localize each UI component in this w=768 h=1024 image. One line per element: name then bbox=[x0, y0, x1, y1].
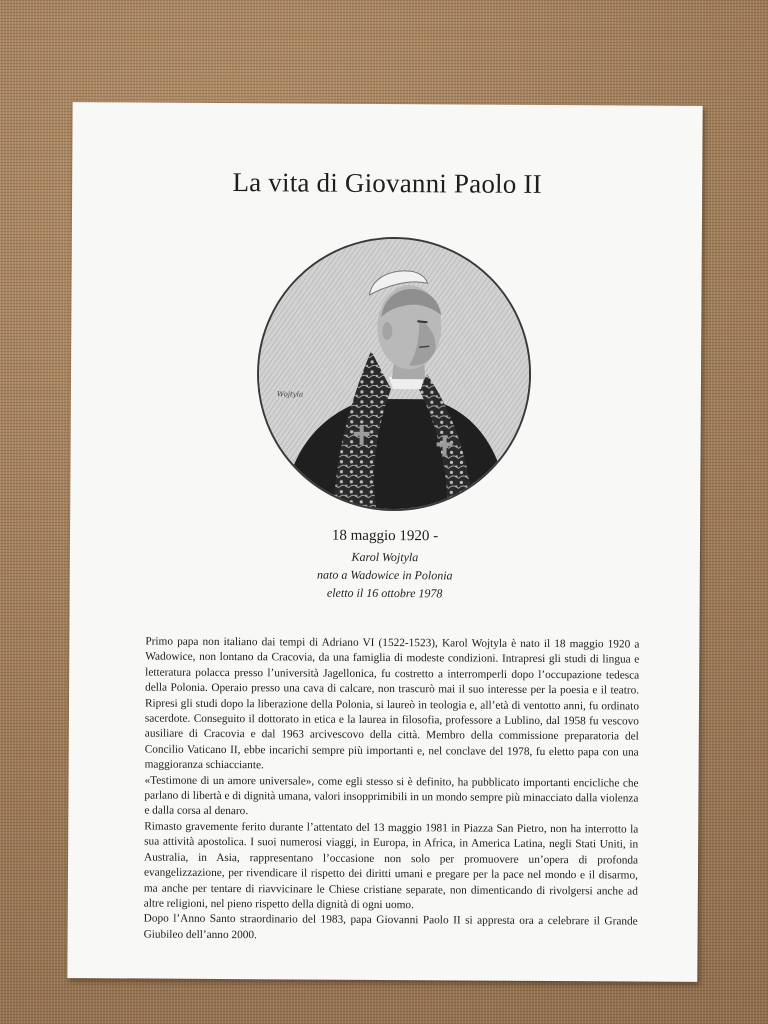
caption-block bbox=[70, 526, 700, 604]
page-title: La vita di Giovanni Paolo II bbox=[232, 167, 542, 199]
caption-birthplace: nato a Wadowice in Polonia bbox=[316, 567, 453, 583]
portrait-medallion bbox=[256, 236, 532, 512]
document-sheet bbox=[67, 102, 702, 982]
caption-dates: 18 maggio 1920 - bbox=[331, 527, 439, 545]
portrait-illustration bbox=[258, 238, 530, 510]
paragraph: «Testimone di un amore universale», come egli stesso si è definito, ha pubblicato importanti encicliche che parlano di libertà e di dignità umana, valori insopprimibili in un mondo sempre più minacciato dalla violenza e dalla corsa al denaro. bbox=[144, 774, 639, 818]
caption-name: Karol Wojtyla bbox=[351, 549, 419, 565]
portrait-signature: Wojtyla bbox=[276, 390, 304, 399]
paragraph: Primo papa non italiano dai tempi di Adriano VI (1522-1523), Karol Wojtyla è nato il 18 maggio 1920 a Wadowice, non lontano da Cracovia, da una famiglia di modeste condizioni. Intrapresi gli studi di lingua e letteratura polacca presso l’università Jagellonica, fu costretto a interromperli dopo l’occupazione tedesca della Polonia. Operaio presso una cava di calcare, non trascurò mai il suo interesse per la poesia e il teatro. Ripresi gli studi dopo la liberazione della Polonia, si laureò in teologia e, all’età di ventotto anni, fu ordinato sacerdote. Conseguito il dottorato in etica e la laurea in filosofia, professore a Lublino, dal 1958 fu vescovo ausiliare di Cracovia e dal 1963 arcivescovo della città. Membro della commissione preparatoria del Concilio Vaticano II, ebbe incarichi sempre più importanti e, nel conclave del 1978, fu eletto papa con una maggioranza schiacciante. bbox=[144, 635, 640, 772]
paragraph: Rimasto gravemente ferito durante l’attentato del 13 maggio 1981 in Piazza San Pietro, non ha interrotto la sua attività apostolica. I suoi numerosi viaggi, in Europa, in Africa, in America Latina, negli Stati Uniti, in Australia, in Asia, rappresentano l’occasione non solo per promuovere un’opera di profonda evangelizzazione, per rivendicare il rispetto dei diritti umani e pregare per la pace nel mondo e il disarmo, ma anche per tentare di riavvicinare le Chiese cristiane separate, non dimenticando di rivolgersi anche ad altre religioni, nel pieno rispetto della dignità di ogni uomo. bbox=[143, 820, 639, 912]
biography-text bbox=[144, 635, 640, 946]
paragraph: Dopo l’Anno Santo straordinario del 1983, papa Giovanni Paolo II si appresta ora a celebrare il Grande Giubileo dell’anno 2000. bbox=[143, 912, 638, 941]
caption-elected: eletto il 16 ottobre 1978 bbox=[326, 585, 443, 601]
